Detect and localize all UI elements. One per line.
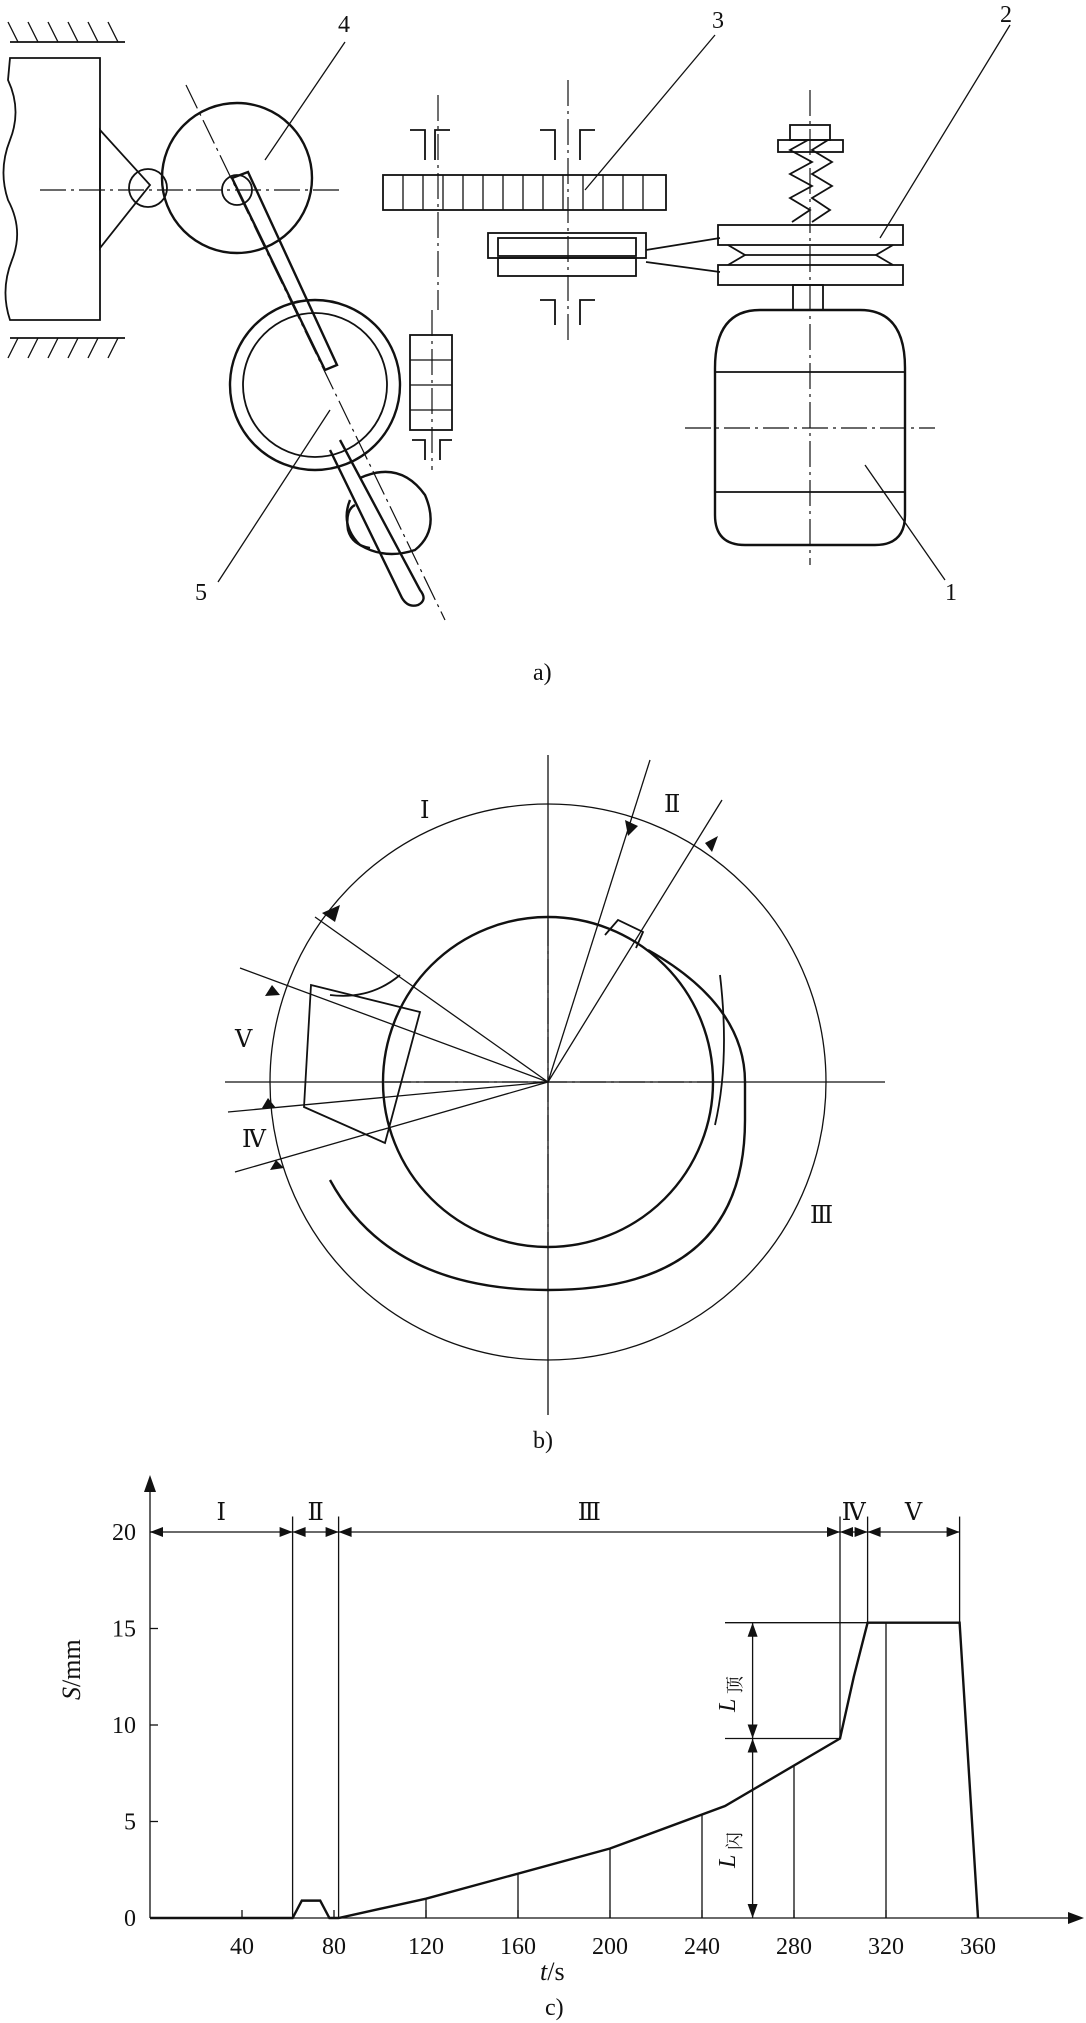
x-tick-label: 360 bbox=[960, 1934, 996, 1960]
y-tick-label: 20 bbox=[112, 1520, 136, 1546]
dim-arrow-top-head bbox=[748, 1623, 758, 1637]
x-tick-label: 320 bbox=[868, 1934, 904, 1960]
phase-label: Ⅴ bbox=[904, 1500, 923, 1526]
annot-top-letter: L bbox=[715, 1698, 741, 1712]
leader-2 bbox=[880, 25, 1010, 238]
annot-top-sub: 顶 bbox=[725, 1676, 745, 1694]
arrow-zone-5 bbox=[265, 985, 280, 996]
y-tick-label: 5 bbox=[124, 1809, 136, 1836]
arrow-zone-4 bbox=[262, 1098, 276, 1108]
part-label-5: 5 bbox=[195, 580, 207, 606]
caption-c: c) bbox=[545, 1995, 564, 2021]
phase-arrowhead bbox=[293, 1527, 306, 1537]
displacement-curve bbox=[150, 1623, 978, 1918]
caption-b: b) bbox=[533, 1428, 553, 1454]
panel-a-mechanism bbox=[3, 2, 1012, 686]
phase-label: Ⅱ bbox=[307, 1500, 324, 1526]
caption-a: a) bbox=[533, 660, 552, 686]
panel-b-cam bbox=[225, 755, 885, 1454]
y-tick-label: 15 bbox=[112, 1616, 136, 1643]
follower-shoe bbox=[304, 985, 420, 1143]
chart-axes bbox=[144, 1475, 1084, 1924]
x-tick-label: 120 bbox=[408, 1934, 444, 1960]
tick-layer bbox=[112, 1520, 996, 1960]
dim-arrow-top-head bbox=[748, 1725, 758, 1739]
phase-label: Ⅰ bbox=[216, 1500, 227, 1526]
part-label-2: 2 bbox=[1000, 2, 1012, 28]
annot-bottom-letter: L bbox=[715, 1854, 741, 1868]
gear-train bbox=[383, 80, 720, 470]
phase-arrowhead bbox=[947, 1527, 960, 1537]
phase-arrowhead bbox=[855, 1527, 868, 1537]
x-tick-label: 160 bbox=[500, 1934, 536, 1960]
phase-arrowhead bbox=[840, 1527, 853, 1537]
x-tick-label: 200 bbox=[592, 1934, 628, 1960]
rocker-disc bbox=[162, 103, 312, 253]
x-axis-label: t/s bbox=[540, 1957, 565, 1986]
phase-arrowhead bbox=[827, 1527, 840, 1537]
part-label-3: 3 bbox=[712, 8, 724, 34]
phase-arrowhead bbox=[868, 1527, 881, 1537]
zone-label-1: Ⅰ bbox=[420, 798, 430, 824]
x-tick-label: 280 bbox=[776, 1934, 812, 1960]
y-axis-label: S/mm bbox=[57, 1639, 86, 1700]
guide-layer bbox=[426, 1623, 886, 1918]
follower-ball bbox=[347, 472, 431, 554]
annotation-top bbox=[715, 1675, 745, 1713]
arrow-zone-3 bbox=[705, 836, 718, 852]
leader-4 bbox=[265, 42, 345, 160]
phase-arrowhead bbox=[339, 1527, 352, 1537]
cam-outer bbox=[230, 300, 400, 470]
panel-c-chart bbox=[57, 1475, 1084, 2021]
annot-bottom-sub: 闪 bbox=[725, 1832, 745, 1850]
phase-arrowhead bbox=[280, 1527, 293, 1537]
zone-label-2: Ⅱ bbox=[664, 792, 681, 818]
y-tick-label: 10 bbox=[112, 1713, 136, 1739]
x-tick-label: 40 bbox=[230, 1934, 254, 1960]
phase-layer bbox=[150, 1500, 960, 1918]
x-tick-label: 240 bbox=[684, 1934, 720, 1960]
leader-5 bbox=[218, 410, 330, 582]
x-tick-label: 80 bbox=[322, 1934, 346, 1960]
leader-3 bbox=[585, 35, 715, 190]
phase-arrowhead bbox=[326, 1527, 339, 1537]
cam-inner bbox=[243, 313, 387, 457]
pulley-spring bbox=[718, 90, 903, 565]
phase-arrowhead bbox=[150, 1527, 163, 1537]
zone-label-5: Ⅴ bbox=[235, 1027, 253, 1053]
phase-label: Ⅲ bbox=[577, 1500, 601, 1526]
part-label-1: 1 bbox=[945, 580, 957, 606]
dim-arrow-bottom-head bbox=[748, 1904, 758, 1918]
phase-label: Ⅳ bbox=[841, 1500, 866, 1526]
cam-profile bbox=[330, 950, 745, 1290]
zone-label-4: Ⅳ bbox=[242, 1127, 266, 1153]
dim-arrow-bottom-head bbox=[748, 1739, 758, 1753]
part-label-4: 4 bbox=[338, 12, 350, 38]
annotation-bottom bbox=[715, 1832, 745, 1869]
zone-label-3: Ⅲ bbox=[810, 1203, 834, 1229]
y-tick-label: 0 bbox=[124, 1906, 136, 1932]
